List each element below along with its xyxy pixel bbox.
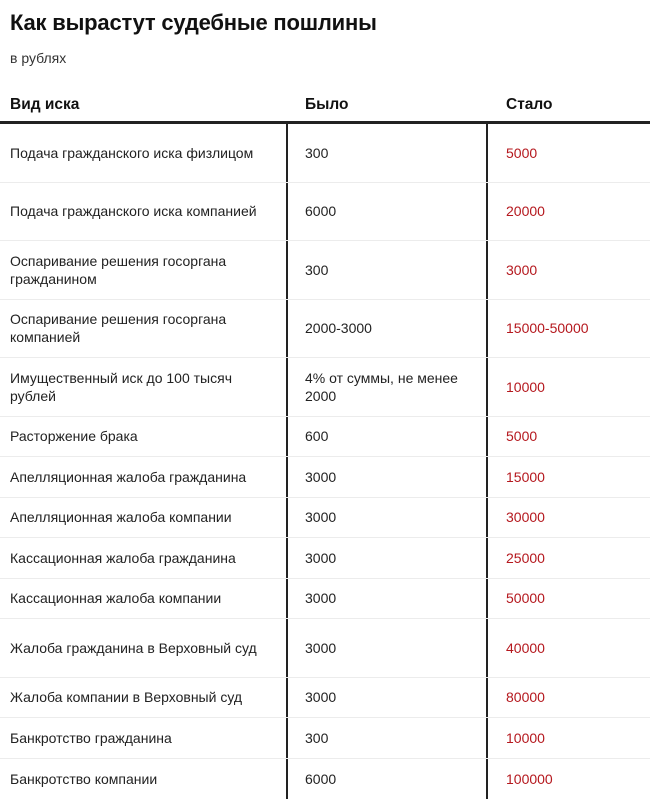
old-fee-text: 3000 (305, 468, 337, 485)
claim-type-text: Жалоба гражданина в Верховный суд (10, 639, 257, 656)
claim-type-text: Оспаривание решения госоргана компанией (10, 311, 227, 346)
claim-type-text: Банкротство гражданина (10, 729, 172, 746)
claim-type-text: Подача гражданского иска физлицом (10, 144, 254, 161)
cell-old-fee (288, 718, 488, 758)
table-row (0, 457, 650, 498)
cell-claim-type (0, 241, 288, 299)
old-fee-text: 6000 (305, 203, 337, 220)
claim-type-text: Имущественный иск до 100 тысяч рублей (10, 369, 232, 404)
table-row (0, 183, 650, 242)
header-claim-type: Вид иска (10, 95, 80, 113)
cell-claim-type (0, 457, 288, 497)
cell-new-fee (488, 124, 650, 182)
cell-new-fee (488, 678, 650, 718)
cell-old-fee (288, 124, 488, 182)
new-fee-text: 20000 (506, 203, 545, 220)
table-row (0, 241, 650, 300)
cell-new-fee (488, 538, 650, 578)
page-subtitle: в рублях (10, 50, 67, 66)
cell-new-fee (488, 417, 650, 457)
page-title: Как вырастут судебные пошлины (10, 10, 377, 35)
cell-new-fee (488, 759, 650, 800)
new-fee-text: 10000 (506, 729, 545, 746)
cell-claim-type (0, 718, 288, 758)
cell-claim-type (0, 498, 288, 538)
old-fee-text: 600 (305, 428, 329, 445)
new-fee-text: 50000 (506, 590, 545, 607)
new-fee-text: 5000 (506, 428, 538, 445)
table-row (0, 678, 650, 719)
claim-type-text: Банкротство компании (10, 770, 158, 787)
table-row (0, 300, 650, 359)
table-row (0, 579, 650, 620)
new-fee-text: 80000 (506, 689, 545, 706)
table-row (0, 619, 650, 678)
table-row (0, 358, 650, 417)
table-row (0, 718, 650, 759)
cell-old-fee (288, 417, 488, 457)
cell-claim-type (0, 417, 288, 457)
table-row (0, 538, 650, 579)
table-header (0, 88, 650, 124)
table-row (0, 759, 650, 800)
cell-old-fee (288, 358, 488, 416)
cell-old-fee (288, 183, 488, 241)
new-fee-text: 30000 (506, 509, 545, 526)
cell-claim-type (0, 759, 288, 800)
claim-type-text: Кассационная жалоба компании (10, 590, 222, 607)
header-old: Было (305, 95, 349, 113)
new-fee-text: 5000 (506, 144, 538, 161)
cell-new-fee (488, 183, 650, 241)
cell-new-fee (488, 579, 650, 619)
cell-old-fee (288, 241, 488, 299)
table-row (0, 417, 650, 458)
cell-claim-type (0, 538, 288, 578)
cell-new-fee (488, 457, 650, 497)
claim-type-text: Апелляционная жалоба компании (10, 509, 232, 526)
claim-type-text: Оспаривание решения госоргана гражданином (10, 252, 227, 287)
cell-old-fee (288, 457, 488, 497)
old-fee-text: 4% от суммы, не менее 2000 (305, 369, 458, 404)
claim-type-text: Жалоба компании в Верховный суд (10, 689, 243, 706)
cell-new-fee (488, 358, 650, 416)
claim-type-text: Кассационная жалоба гражданина (10, 549, 236, 566)
old-fee-text: 3000 (305, 549, 337, 566)
old-fee-text: 300 (305, 261, 329, 278)
cell-old-fee (288, 678, 488, 718)
cell-new-fee (488, 300, 650, 358)
new-fee-text: 10000 (506, 378, 545, 395)
claim-type-text: Подача гражданского иска компанией (10, 203, 257, 220)
cell-claim-type (0, 300, 288, 358)
new-fee-text: 3000 (506, 261, 538, 278)
old-fee-text: 300 (305, 729, 329, 746)
new-fee-text: 15000 (506, 468, 545, 485)
cell-old-fee (288, 498, 488, 538)
claim-type-text: Расторжение брака (10, 428, 138, 445)
cell-new-fee (488, 718, 650, 758)
table-body (0, 124, 650, 799)
cell-claim-type (0, 124, 288, 182)
old-fee-text: 2000-3000 (305, 320, 372, 337)
fees-table (0, 88, 650, 799)
cell-claim-type (0, 183, 288, 241)
cell-new-fee (488, 241, 650, 299)
old-fee-text: 300 (305, 144, 329, 161)
cell-new-fee (488, 498, 650, 538)
table-row (0, 124, 650, 183)
cell-claim-type (0, 678, 288, 718)
cell-claim-type (0, 358, 288, 416)
new-fee-text: 40000 (506, 639, 545, 656)
new-fee-text: 25000 (506, 549, 545, 566)
cell-old-fee (288, 759, 488, 800)
cell-new-fee (488, 619, 650, 677)
old-fee-text: 3000 (305, 509, 337, 526)
new-fee-text: 100000 (506, 770, 553, 787)
cell-old-fee (288, 538, 488, 578)
header-new: Стало (506, 95, 553, 113)
cell-old-fee (288, 300, 488, 358)
cell-old-fee (288, 619, 488, 677)
old-fee-text: 3000 (305, 639, 337, 656)
old-fee-text: 6000 (305, 770, 337, 787)
table-row (0, 498, 650, 539)
cell-claim-type (0, 579, 288, 619)
claim-type-text: Апелляционная жалоба гражданина (10, 468, 247, 485)
new-fee-text: 15000-50000 (506, 320, 589, 337)
old-fee-text: 3000 (305, 590, 337, 607)
cell-old-fee (288, 579, 488, 619)
cell-claim-type (0, 619, 288, 677)
old-fee-text: 3000 (305, 689, 337, 706)
